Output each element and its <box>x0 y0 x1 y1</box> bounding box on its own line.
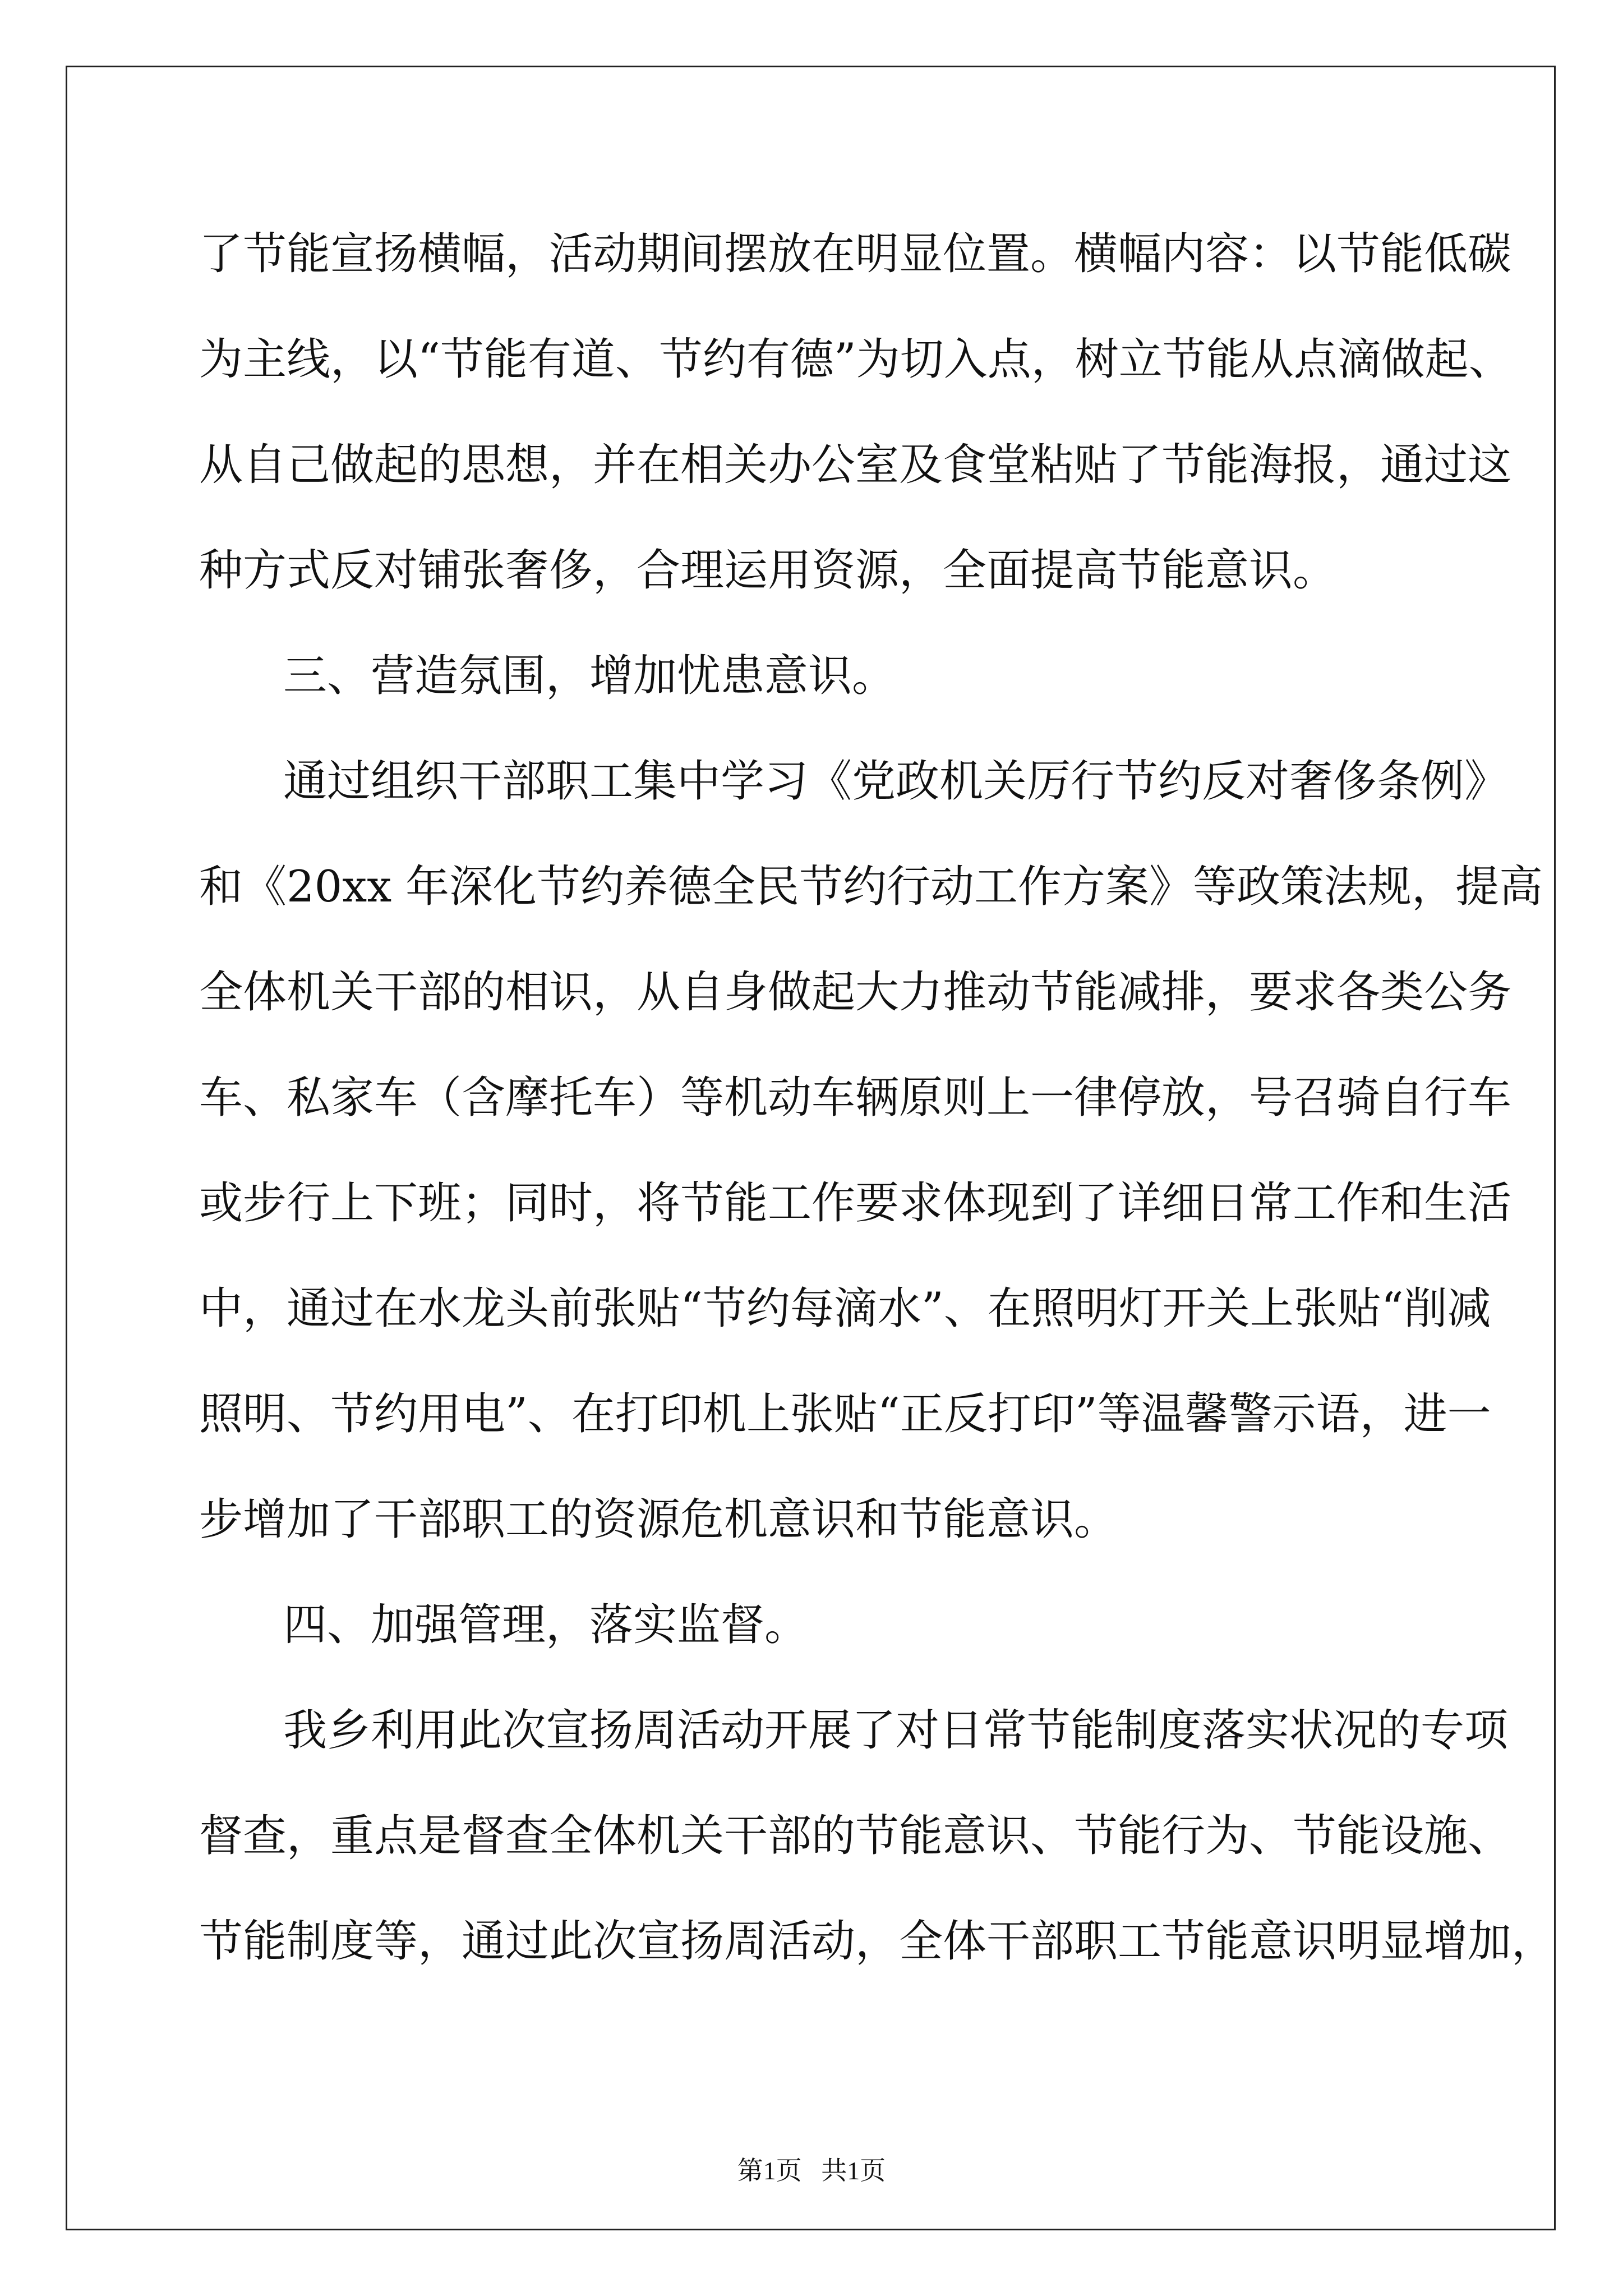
paragraph-line: 我乡利用此次宣扬周活动开展了对日常节能制度落实状况的专项 <box>283 1705 1509 1756</box>
paragraph-line: 或步行上下班；同时，将节能工作要求体现到了详细日常工作和生活 <box>199 1178 1512 1228</box>
section-heading: 三、营造氛围，增加忧患意识。 <box>283 651 896 701</box>
paragraph-line: 通过组织干部职工集中学习《党政机关厉行节约反对奢侈条例》 <box>283 756 1509 807</box>
section-heading: 四、加强管理，落实监督。 <box>283 1600 809 1650</box>
paragraph-line: 车、私家车（含摩托车）等机动车辆原则上一律停放，号召骑自行车 <box>199 1073 1512 1123</box>
paragraph-line: 和《20xx 年深化节约养德全民节约行动工作方案》等政策法规，提高 <box>199 862 1543 912</box>
paragraph-line: 种方式反对铺张奢侈，合理运用资源，全面提高节能意识。 <box>199 545 1337 596</box>
paragraph-line: 中，通过在水龙头前张贴“节约每滴水”、在照明灯开关上张贴“削减 <box>199 1283 1491 1334</box>
paragraph-line: 为主线，以“节能有道、节约有德”为切入点，树立节能从点滴做起、 <box>199 334 1513 385</box>
paragraph-line: 照明、节约用电”、在打印机上张贴“正反打印”等温馨警示语，进一 <box>199 1389 1491 1439</box>
paragraph-line: 节能制度等，通过此次宣扬周活动，全体干部职工节能意识明显增加， <box>199 1916 1556 1967</box>
paragraph-line: 从自己做起的思想，并在相关办公室及食堂粘贴了节能海报，通过这 <box>199 440 1512 490</box>
paragraph-line: 步增加了干部职工的资源危机意识和节能意识。 <box>199 1494 1118 1545</box>
paragraph-line: 全体机关干部的相识，从自身做起大力推动节能减排，要求各类公务 <box>199 967 1512 1018</box>
paragraph-line: 督查，重点是督查全体机关干部的节能意识、节能行为、节能设施、 <box>199 1811 1512 1861</box>
page-number-footer: 第1页 共1页 <box>737 2156 886 2185</box>
paragraph-line: 了节能宣扬横幅，活动期间摆放在明显位置。横幅内容：以节能低碳 <box>199 229 1512 279</box>
